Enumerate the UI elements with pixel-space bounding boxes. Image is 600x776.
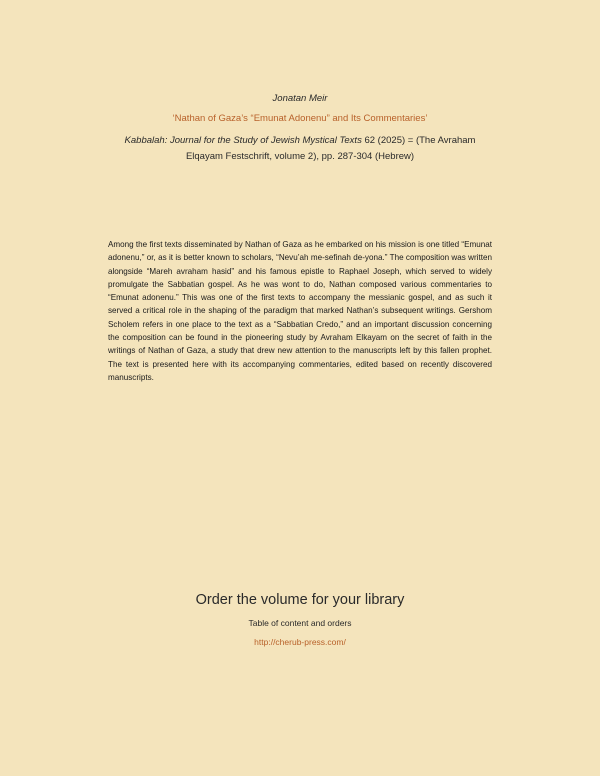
order-heading: Order the volume for your library (195, 592, 405, 608)
abstract-paragraph: Among the first texts disseminated by Nathan of Gaza as he embarked on his mission is one titled “Emunat adonenu,” or, as it is better known to scholars, “Nevu’ah me-sefinah de-yona.” The composition was written alongside “Mareh avraham hasid” and his famous epistle to Raphael Joseph, which served to widely promulgate the Sabbatian gospel. As he was wont to do, Nathan composed various commentaries to “Emunat adonenu.” This was one of the first texts to accompany the messianic gospel, and as such it served a critical role in the shaping of the paradigm that marked Nathan’s subsequent writings. Gershom Scholem refers in one place to the text as a “Sabbatian Credo,” and an important discussion concerning the composition can be found in the pioneering study by Avraham Elkayam on the secret of faith in the writings of Nathan of Gaza, a study that drew new attention to the manuscripts left by this fallen prophet. The text is presented here with its accompanying commentaries, edited based on recently discovered manuscripts. (108, 240, 492, 382)
citation-journal: Kabbalah: Journal for the Study of Jewish Mystical Texts (124, 135, 362, 146)
citation-details: 62 (2025) = (The Avraham Elqayam Festschrift, volume 2), pp. 287-304 (Hebrew) (185, 135, 476, 162)
citation (110, 133, 490, 165)
toc-orders-label: Table of content and orders (248, 618, 352, 628)
publisher-link[interactable]: http://cherub-press.com/ (254, 637, 346, 647)
article-title: ‘Nathan of Gaza’s “Emunat Adonenu” and Its Commentaries’ (172, 113, 428, 124)
author-name: Jonatan Meir (272, 93, 328, 104)
